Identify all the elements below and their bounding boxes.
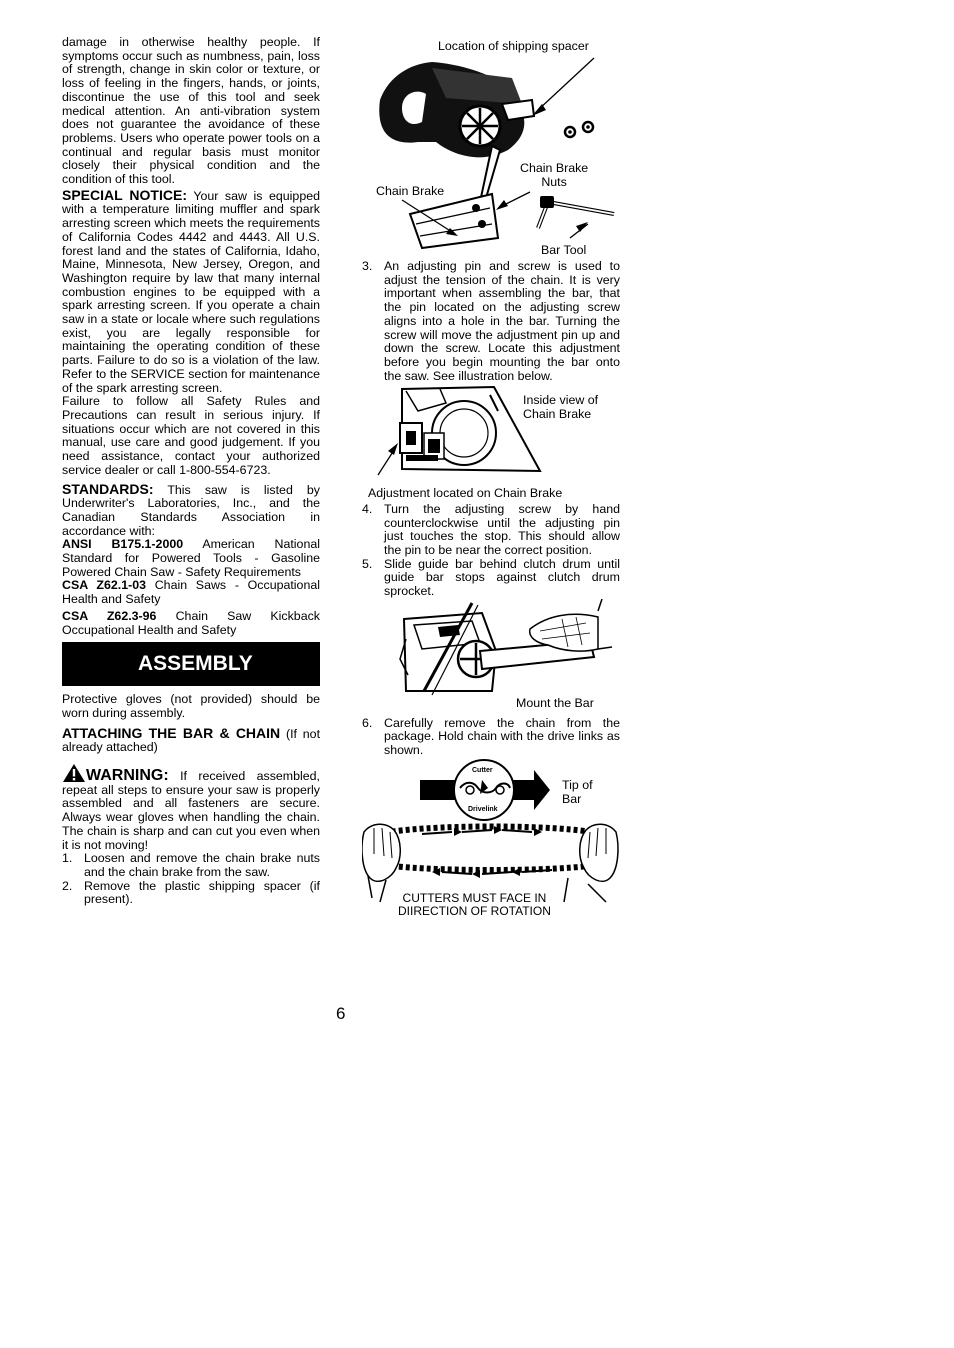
label-cutter: Cutter — [472, 766, 493, 774]
ansi-text: American National Standard for Powered Tools - Gasoline Powered Chain Saw - Safety Requirements — [62, 537, 320, 579]
label-chain-brake: Chain Brake — [376, 184, 445, 198]
csa3-standard — [62, 610, 320, 637]
warning-paragraph — [62, 763, 320, 852]
ansi-code: ANSI B175.1-2000 — [62, 537, 184, 552]
figure-mount-bar — [362, 599, 620, 710]
attach-note: (If not already attached) — [62, 726, 321, 755]
attach-title: ATTACHING THE BAR & CHAIN — [62, 724, 281, 741]
label-mount-bar: Mount the Bar — [516, 695, 594, 710]
ansi-standard — [62, 538, 320, 579]
csa1-standard — [62, 579, 320, 606]
step-number: 5. — [362, 556, 373, 571]
step-text: Carefully remove the chain from the package. Hold chain with the drive links as shown. — [384, 715, 620, 758]
step-number: 1. — [62, 851, 73, 866]
intro-paragraph: damage in otherwise healthy people. If symptoms occur such as numbness, pain, loss of strength, change in skin color or texture, or loss of feeling in the fingers, hands, or joints, discontinue the use of this tool and seek medical attention. An anti-vibration system does not guarantee the avoidance of these problems. Users who operate power tools on a continual and regular basis must monitor closely their physical condition and the condition of this tool. — [62, 35, 320, 187]
label-adjustment-location: Adjustment located on Chain Brake — [368, 486, 563, 501]
csa1-code: CSA Z62.1-03 — [62, 578, 147, 593]
step-text: Slide guide bar behind clutch drum until guide bar stops against clutch drum sprocket. — [384, 556, 620, 599]
right-column — [362, 38, 620, 918]
attach-heading — [62, 724, 321, 755]
gloves-paragraph: Protective gloves (not provided) should be worn during assembly. — [62, 692, 320, 720]
csa3-code: CSA Z62.3-96 — [62, 608, 157, 623]
csa3-text: Chain Saw Kickback Occupational Health and Safety — [62, 608, 320, 637]
step-number: 2. — [62, 878, 73, 893]
failure-paragraph: Failure to follow all Safety Rules and Precautions can result in serious injury. If situations occur which are not covered in this manual, use care and good judgement. If you need assistance, contact your authorized service dealer or call 1-800-554-6723. — [62, 394, 320, 477]
special-notice-text: Your saw is equipped with a temperature limiting muffler and spark arresting screen which meets the requirements of California Codes 4442 and 4443. All U.S. forest land and the states of California, Idaho, Maine, Minnesota, New Jersey, Oregon, and Washington require by law that many internal combustion engines to be equipped with a spark arresting screen. If you operate a chain saw in a state or locale where such regulations exist, you are legally responsible for maintaining the operating condition of these parts. Failure to do so is a violation of the law. Refer to the SERVICE section for maintenance of the spark arresting screen. — [62, 188, 320, 395]
list-item — [362, 717, 620, 758]
step-3 — [362, 260, 620, 383]
list-item — [362, 558, 620, 599]
list-item — [362, 503, 620, 558]
chain-caption: CUTTERS MUST FACE IN DIIRECTION OF ROTATION — [398, 890, 551, 919]
special-notice-paragraph — [62, 186, 320, 396]
step-number: 3. — [362, 259, 373, 273]
chainsaw-body-illustration — [362, 38, 620, 260]
warning-text: If received assembled, repeat all steps to ensure your saw is properly assembled and all fasteners are secure. Always wear gloves when handling the chain. The chain is sharp and can cut you even when it is not moving! — [62, 769, 320, 852]
steps-4-5 — [362, 503, 620, 599]
step-text: Remove the plastic shipping spacer (if present). — [84, 878, 320, 907]
mount-bar-illustration — [362, 599, 620, 703]
standards-text: This saw is listed by Underwriter's Laboratories, Inc., and the Canadian Standards Association in accordance with: — [62, 482, 320, 538]
list-item — [362, 260, 620, 383]
page-number: 6 — [336, 1004, 346, 1023]
assembly-heading: ASSEMBLY — [62, 642, 320, 686]
assembly-steps-left — [62, 852, 320, 907]
warning-title: WARNING: — [86, 767, 169, 785]
step-text: An adjusting pin and screw is used to adjust the tension of the chain. It is very important when assembling the bar, that the pin located on the adjusting screw aligns into a hole in the bar. Turning the screw will move the adjustment pin up and down the screw. Locate this adjustment before you begin mounting the bar onto the saw. See illustration below. — [384, 259, 620, 383]
label-chain-brake-nuts: Chain Brake Nuts — [520, 161, 589, 189]
label-shipping-spacer: Location of shipping spacer — [438, 39, 589, 53]
step-text: Turn the adjusting screw by hand counterclockwise until the adjusting pin just touches the stop. This should allow the pin to be near the correct position. — [384, 501, 620, 557]
left-column — [62, 36, 320, 907]
step-6 — [362, 717, 620, 758]
label-drivelink: Drivelink — [468, 805, 498, 813]
figure-shipping-spacer — [362, 38, 620, 260]
step-number: 4. — [362, 501, 373, 516]
step-number: 6. — [362, 715, 373, 730]
step-text: Loosen and remove the chain brake nuts and the chain brake from the saw. — [84, 851, 320, 879]
label-bar-tool: Bar Tool — [541, 243, 587, 257]
list-item — [62, 880, 320, 907]
list-item — [62, 852, 320, 879]
standards-title: STANDARDS: — [62, 480, 154, 497]
special-notice-title: SPECIAL NOTICE: — [62, 186, 187, 203]
figure-chain-direction — [362, 758, 620, 918]
label-tip-of-bar: Tip of Bar — [562, 777, 593, 806]
figure-inside-chain-brake — [362, 383, 620, 491]
standards-paragraph — [62, 480, 320, 539]
csa1-text: Chain Saws - Occupational Health and Safety — [62, 578, 320, 607]
warning-triangle-icon — [62, 763, 86, 783]
label-inside-view: Inside view of Chain Brake — [523, 393, 599, 422]
